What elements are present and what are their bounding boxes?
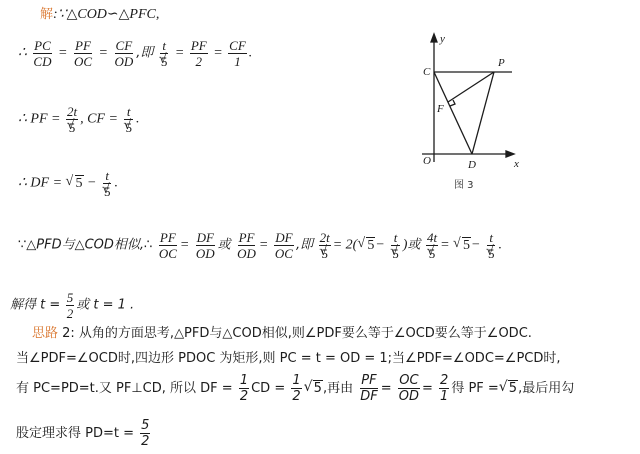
thought-line-4: 股定理求得 PD=t = $\frac{5}{2}$ <box>16 418 150 449</box>
y-label: y <box>440 33 445 45</box>
pf-cf-line: ∴ PF = 2t √ 5 , CF = t √ 5 . <box>18 104 139 135</box>
thought-line-3: 有 PC=PD=t.又 PF⊥CD, 所以 DF = $\frac{1}{2}$ CD = $\frac{1}{2}$ √ 5,再由 $\frac{PF}{DF}$ = $\frac{OC}{OD}$ = $\frac{2}{1}$ 得 PF =√ 5,最后用勾 <box>16 373 574 404</box>
similarity-line: ∵△PFD与△COD相似,∴ $\frac{PF}{OC}$ = $\frac{DF}{OD}$ 或 $\frac{PF}{OD}$ = $\frac{DF}{OC}$ ,即 2t √ 5 = 2(√ 5− t √ 5 )或 4t √ 5 = √ 5− t √ 5 . <box>18 230 502 261</box>
o-label: O <box>423 155 431 167</box>
solution-label: 解 <box>40 7 54 22</box>
answer-line: 解得 t = $\frac{5}{2}$ 或 t = 1 . <box>10 290 135 321</box>
c-label: C <box>423 66 431 78</box>
df-line: ∴ DF = √ 5 − t √ 5 . <box>18 168 118 199</box>
coordinate-figure <box>412 30 522 195</box>
figure-caption: 图 3 <box>454 180 474 191</box>
y-axis-arrow <box>431 34 437 42</box>
thought-line-2: 当∠PDF=∠OCD时,四边形 PDOC 为矩形,则 PC = t = OD = 1;当∠PDF=∠ODC=∠PCD时, <box>16 351 561 366</box>
thought-line-1: 思路 2: 从角的方面思考,△PFD与△COD相似,则∠PDF要么等于∠OCD要么等于∠ODC. <box>32 326 532 341</box>
f-label: F <box>437 103 444 115</box>
p-label: P <box>498 57 505 69</box>
proportion-line: ∴ $\frac{PC}{CD}$ = $\frac{PF}{OC}$ = $\frac{CF}{OD}$ ,即 t √ 5 = $\frac{PF}{2}$ = $\frac{CF}{1}$ . <box>18 38 252 69</box>
x-label: x <box>514 158 519 170</box>
d-label: D <box>468 159 476 171</box>
thought-label: 思路 <box>32 326 59 341</box>
solution-line-1: 解:∵△COD∽△PFC, <box>40 7 160 22</box>
x-axis-arrow <box>506 151 514 157</box>
